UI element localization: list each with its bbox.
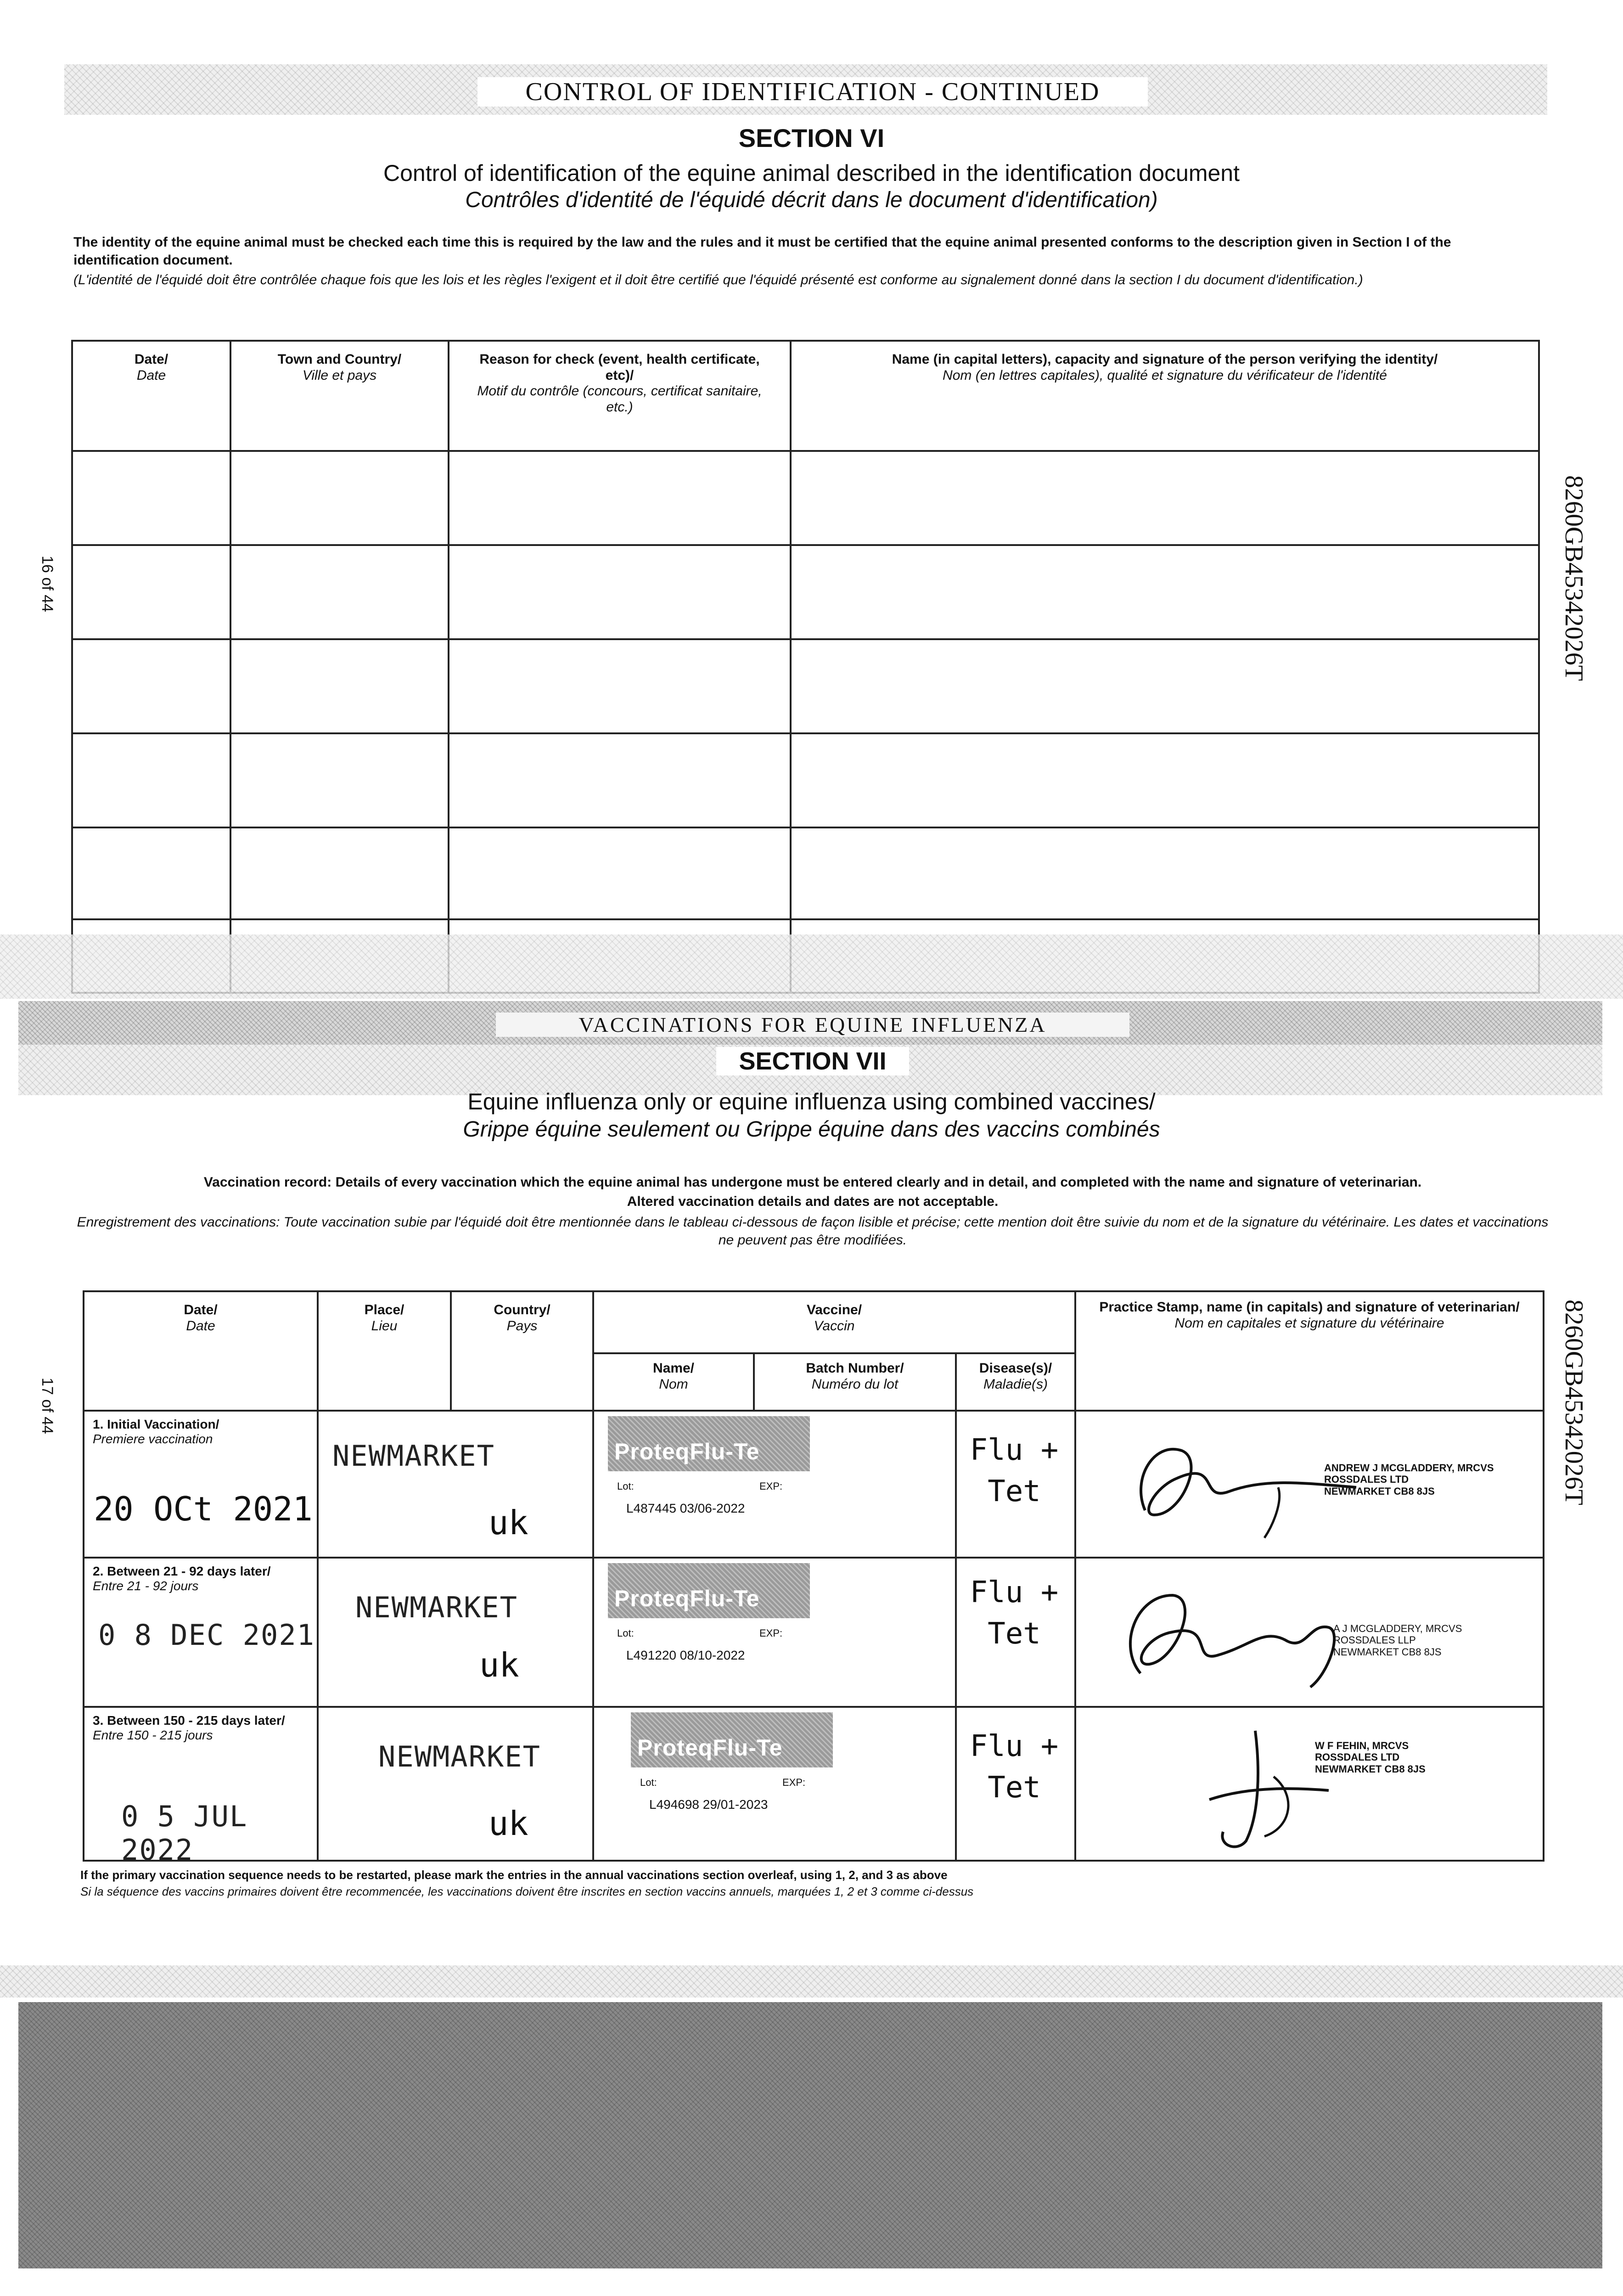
vac-disease-cell[interactable] xyxy=(956,1411,1075,1558)
vac-header-country: Country/ Pays xyxy=(451,1291,593,1411)
section6-heading-en: Control of identification of the equine animal described in the identification document xyxy=(383,160,1240,186)
section6-intro-en: The identity of the equine animal must be checked each time this is required by the law and the rules and it must be certified that the equine animal presented conforms to the description given in Section I of the identification document. xyxy=(73,235,1451,268)
verifier-cell[interactable] xyxy=(791,451,1539,545)
vac-stage-label: 3. Between 150 - 215 days later/ Entre 150 - 215 jours xyxy=(93,1713,285,1743)
header-reason: Reason for check (event, health certificate, etc)/ Motif du contrôle (concours, certificat sanitaire, etc.) xyxy=(449,341,791,451)
vac-header-batch: Batch Number/ Numéro du lot xyxy=(754,1353,956,1411)
section6-title: SECTION VI xyxy=(738,124,885,152)
reason-cell[interactable] xyxy=(449,733,791,827)
vac-header-disease: Disease(s)/ Maladie(s) xyxy=(956,1353,1075,1411)
town-cell[interactable] xyxy=(230,639,449,733)
vac-date-value: 0 8 DEC 2021 xyxy=(98,1618,315,1652)
table-row xyxy=(72,451,1539,545)
table-row xyxy=(72,733,1539,827)
date-cell[interactable] xyxy=(72,451,230,545)
reason-cell[interactable] xyxy=(449,545,791,639)
scan-noise-strip xyxy=(0,1965,1623,1998)
reason-cell[interactable] xyxy=(449,639,791,733)
side-code-top: 8260GB45342026T xyxy=(1560,475,1588,681)
vaccine-sticker: ProteqFlu-Te Lot: EXP: L487445 03/06-2022 xyxy=(608,1416,810,1522)
vac-vet-cell[interactable] xyxy=(1075,1707,1544,1861)
vac-name-batch-cell[interactable] xyxy=(593,1558,956,1707)
vac-disease-cell[interactable] xyxy=(956,1558,1075,1707)
header-date: Date/ Date xyxy=(72,341,230,451)
page-number-16: 16 of 44 xyxy=(39,556,56,612)
vaccination-row-3 xyxy=(84,1707,1544,1861)
vac-date-cell[interactable] xyxy=(84,1707,318,1867)
verifier-cell[interactable] xyxy=(791,827,1539,919)
vac-date-cell[interactable] xyxy=(84,1558,318,1707)
reason-cell[interactable] xyxy=(449,827,791,919)
vac-header-date: Date/ Date xyxy=(84,1291,318,1411)
vac-date-value: 0 5 JUL 2022 xyxy=(121,1800,248,1867)
vac-country-value: uk xyxy=(489,1804,528,1843)
vac-disease-cell[interactable] xyxy=(956,1707,1075,1861)
vac-vet-cell[interactable] xyxy=(1075,1558,1544,1707)
side-code-bottom: 8260GB45342026T xyxy=(1560,1300,1588,1505)
vac-place-country-cell[interactable] xyxy=(318,1707,593,1861)
header-town-country: Town and Country/ Ville et pays xyxy=(230,341,449,451)
section7-heading-en: Equine influenza only or equine influenza using combined vaccines/ xyxy=(467,1089,1156,1114)
vac-disease-value: Flu + Tet xyxy=(970,1729,1059,1805)
town-cell[interactable] xyxy=(230,451,449,545)
vac-stage-label: 1. Initial Vaccination/ Premiere vaccination xyxy=(93,1417,219,1446)
vet-stamp: A J MCGLADDERY, MRCVS ROSSDALES LLP NEWMARKET CB8 8JS xyxy=(1333,1623,1462,1658)
footnote-fr: Si la séquence des vaccins primaires doivent être recommencée, les vaccinations doivent être inscrites en section vaccins annuels, marquées 1, 2 et 3 comme ci-dessus xyxy=(80,1885,974,1898)
vaccination-row-1 xyxy=(84,1411,1544,1558)
town-cell[interactable] xyxy=(230,545,449,639)
footnote-en: If the primary vaccination sequence needs to be restarted, please mark the entries in the annual vaccinations section overleaf, using 1, 2, and 3 as above xyxy=(80,1868,948,1882)
vet-stamp: W F FEHIN, MRCVS ROSSDALES LTD NEWMARKET CB8 8JS xyxy=(1315,1740,1426,1775)
vac-disease-value: Flu + Tet xyxy=(970,1433,1059,1508)
vac-name-batch-cell[interactable] xyxy=(593,1411,956,1558)
section6-banner-text: CONTROL OF IDENTIFICATION - CONTINUED xyxy=(477,77,1148,107)
vac-name-batch-cell[interactable] xyxy=(593,1707,956,1861)
verifier-cell[interactable] xyxy=(791,733,1539,827)
vac-place-value: NEWMARKET xyxy=(355,1591,518,1624)
vac-stage-label: 2. Between 21 - 92 days later/ Entre 21 - 92 jours xyxy=(93,1564,271,1593)
vac-header-name: Name/ Nom xyxy=(593,1353,754,1411)
date-cell[interactable] xyxy=(72,733,230,827)
vac-country-value: uk xyxy=(489,1503,528,1542)
table-row xyxy=(72,545,1539,639)
town-cell[interactable] xyxy=(230,827,449,919)
vaccination-record-fr: Enregistrement des vaccinations: Toute vaccination subie par l'équidé doit être mentionnée dans le tableau ci-dessous de façon lisible et précise; cette mention doit être suivie du nom et de la signature du vétérinaire. Les dates et vaccinations ne peuvent pas être modifiées. xyxy=(77,1215,1549,1248)
verifier-cell[interactable] xyxy=(791,545,1539,639)
section7-banner-text: VACCINATIONS FOR EQUINE INFLUENZA xyxy=(496,1013,1129,1037)
section6-heading-fr: Contrôles d'identité de l'équidé décrit dans le document d'identification) xyxy=(465,188,1158,212)
vac-header-vaccine: Vaccine/ Vaccin xyxy=(593,1291,1075,1353)
scan-noise-band xyxy=(0,934,1623,999)
header-verifier: Name (in capital letters), capacity and signature of the person verifying the identity/ Nom (en lettres capitales), qualité et signature du vérificateur de l'identité xyxy=(791,341,1539,451)
vaccine-sticker: ProteqFlu-Te Lot: EXP: L494698 29/01-2023 xyxy=(631,1712,833,1818)
vac-date-value: 20 OCt 2021 xyxy=(94,1490,313,1528)
verifier-cell[interactable] xyxy=(791,639,1539,733)
scan-dark-panel xyxy=(18,2002,1602,2268)
table-row xyxy=(72,827,1539,919)
vac-country-value: uk xyxy=(479,1646,519,1684)
identification-check-table xyxy=(71,340,1540,994)
vac-header-place: Place/ Lieu xyxy=(318,1291,451,1411)
vac-place-value: NEWMARKET xyxy=(378,1740,541,1773)
date-cell[interactable] xyxy=(72,827,230,919)
town-cell[interactable] xyxy=(230,733,449,827)
section6-intro-fr: (L'identité de l'équidé doit être contrôlée chaque fois que les lois et les règles l'exigent et il doit être certifié que l'équidé présenté est conforme au signalement donné dans la section I du document d'identification.) xyxy=(73,272,1363,287)
section7-title: SECTION VII xyxy=(716,1047,909,1075)
date-cell[interactable] xyxy=(72,639,230,733)
vac-place-value: NEWMARKET xyxy=(332,1439,495,1473)
table-row xyxy=(72,639,1539,733)
date-cell[interactable] xyxy=(72,545,230,639)
vaccination-table xyxy=(83,1290,1544,1867)
vac-place-country-cell[interactable] xyxy=(318,1558,593,1707)
vaccination-record-en: Vaccination record: Details of every vaccination which the equine animal has undergone must be entered clearly and in detail, and completed with the name and signature of veterinarian. xyxy=(203,1175,1422,1190)
vaccination-row-2 xyxy=(84,1558,1544,1707)
vet-stamp: ANDREW J MCGLADDERY, MRCVS ROSSDALES LTD NEWMARKET CB8 8JS xyxy=(1324,1462,1494,1497)
vac-place-country-cell[interactable] xyxy=(318,1411,593,1558)
vet-signature xyxy=(1113,1572,1370,1696)
section7-heading-fr: Grippe équine seulement ou Grippe équine dans des vaccins combinés xyxy=(463,1117,1160,1142)
vaccination-record-en2: Altered vaccination details and dates are not acceptable. xyxy=(627,1194,999,1209)
vac-header-practice: Practice Stamp, name (in capitals) and signature of veterinarian/ Nom en capitales et signature du vétérinaire xyxy=(1075,1291,1544,1411)
page-number-17: 17 of 44 xyxy=(39,1378,56,1434)
vac-date-cell[interactable] xyxy=(84,1411,318,1558)
vac-disease-value: Flu + Tet xyxy=(970,1576,1059,1651)
vac-vet-cell[interactable] xyxy=(1075,1411,1544,1558)
vaccine-sticker: ProteqFlu-Te Lot: EXP: L491220 08/10-2022 xyxy=(608,1563,810,1669)
reason-cell[interactable] xyxy=(449,451,791,545)
